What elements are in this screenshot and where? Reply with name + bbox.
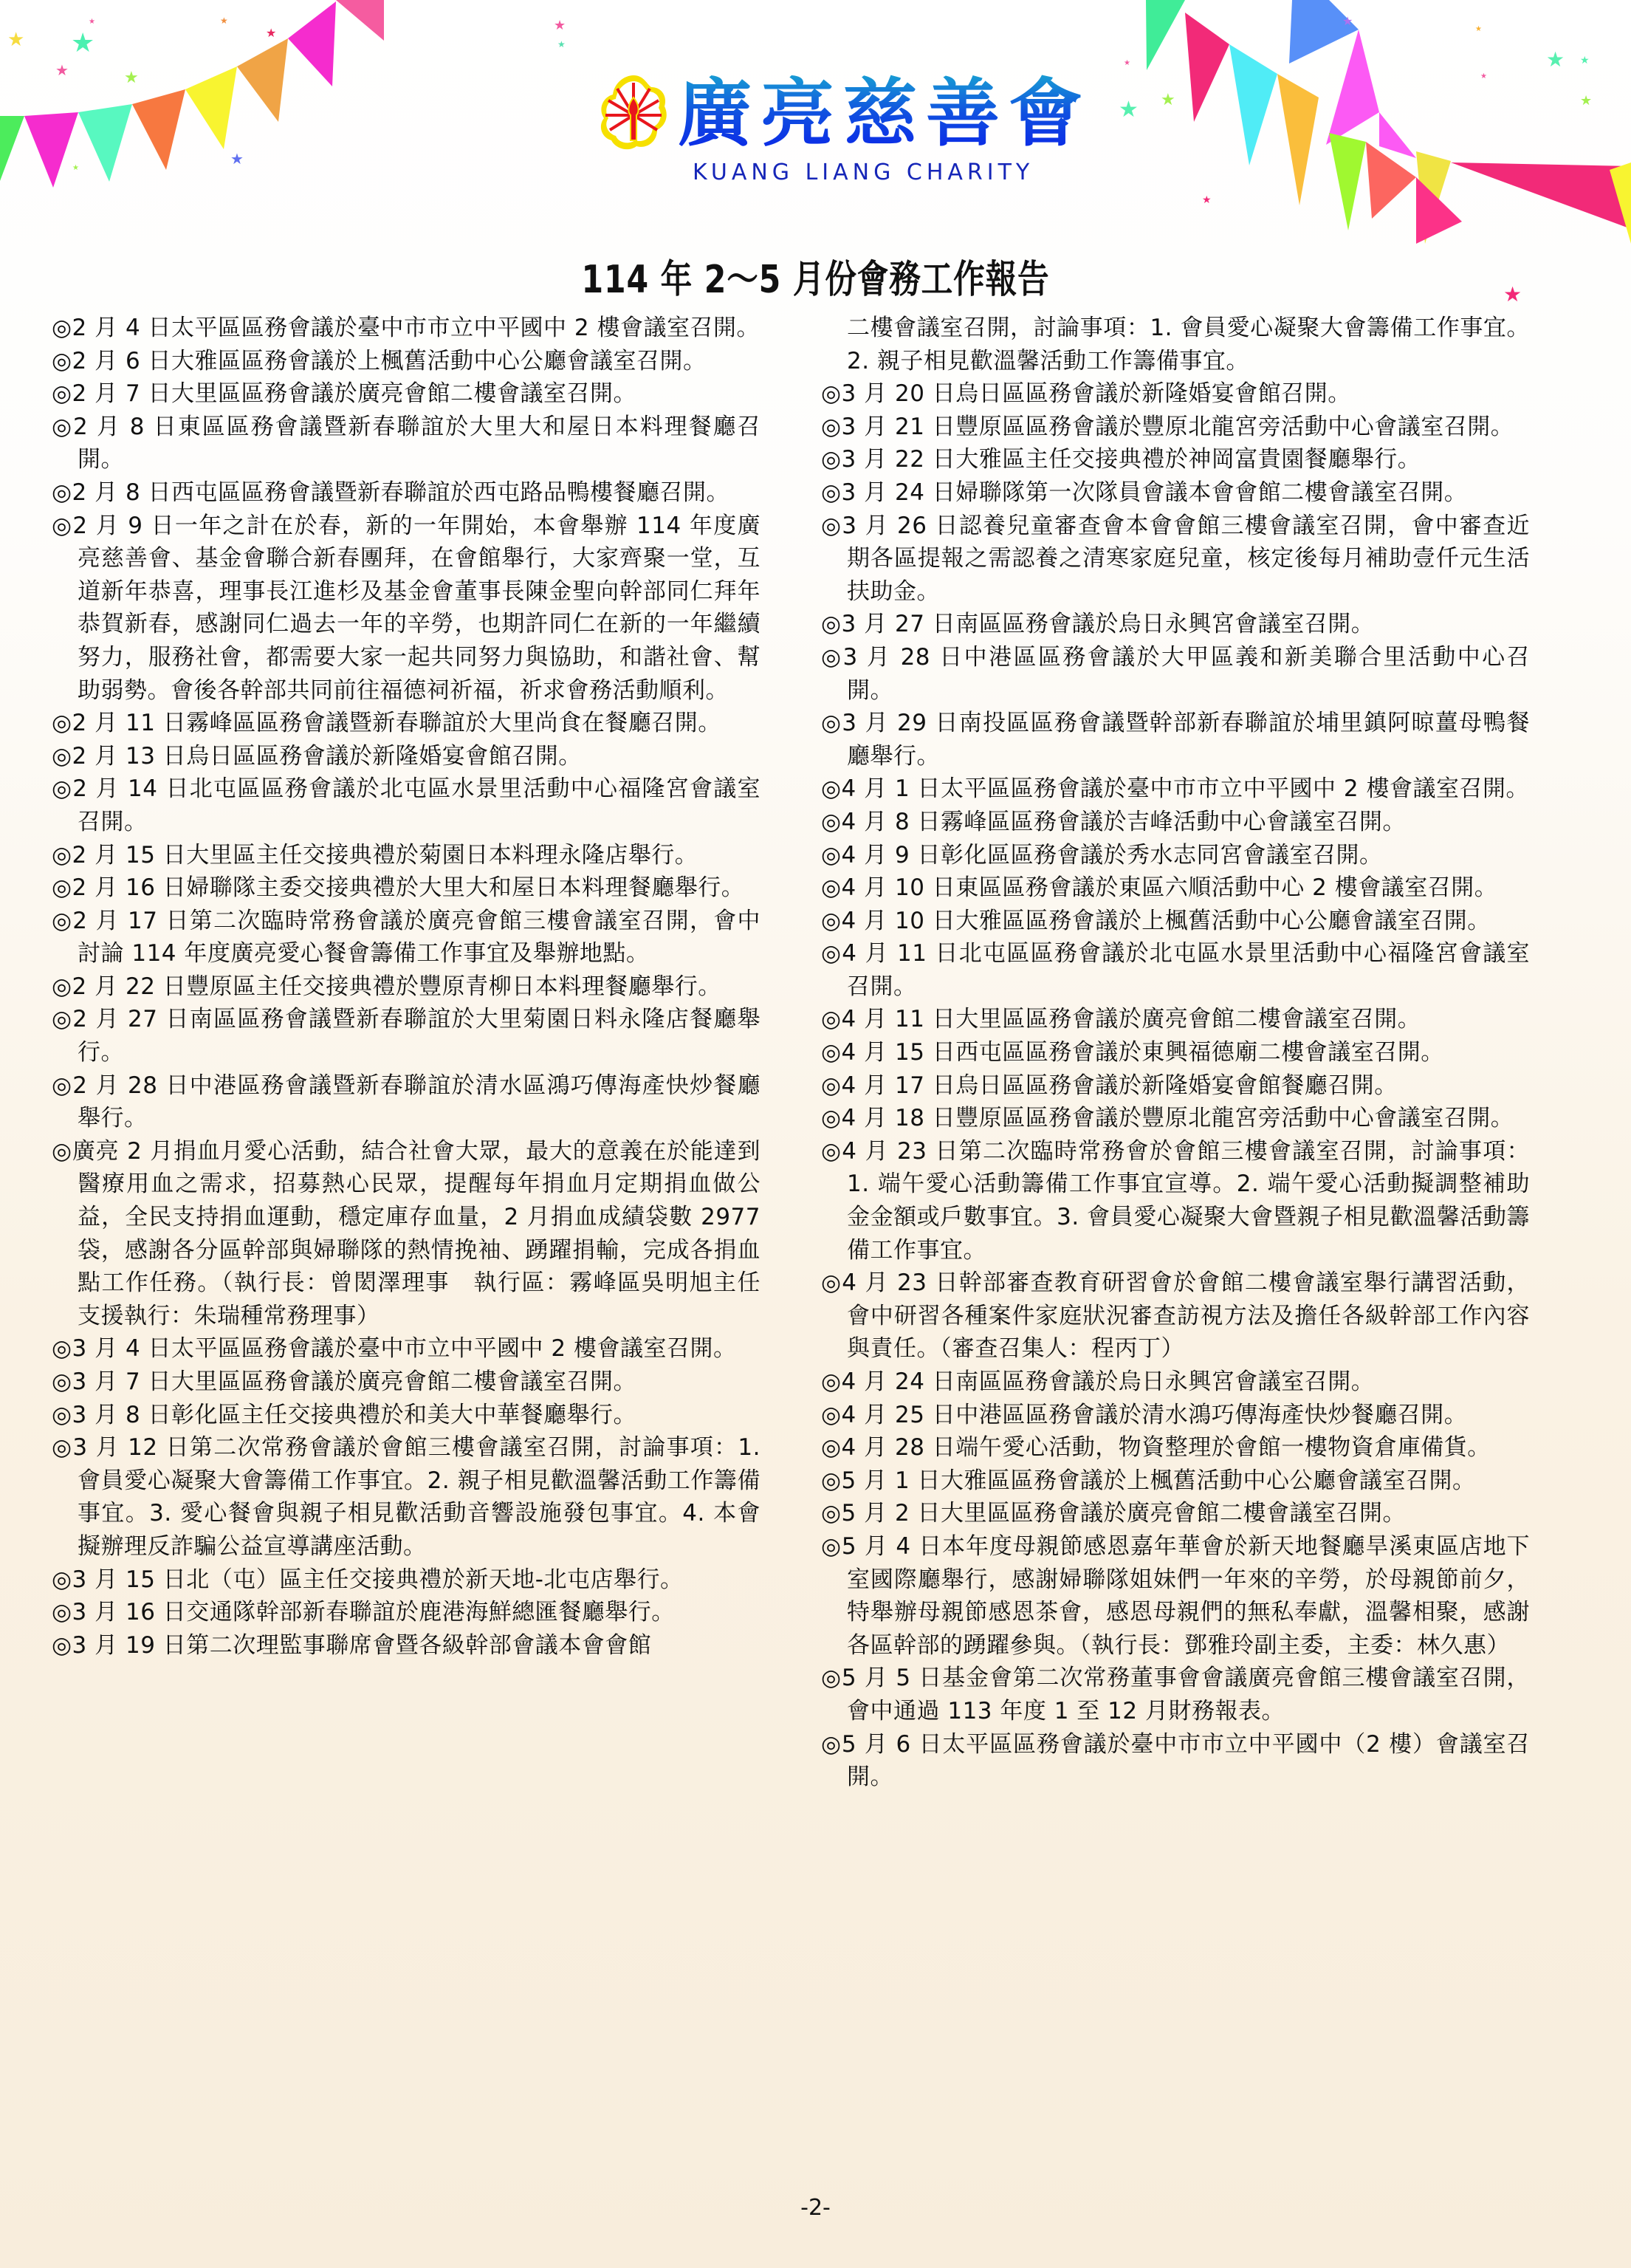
star-icon: ★ <box>55 61 69 79</box>
report-item: ◎2 月 13 日烏日區區務會議於新隆婚宴會館召開。 <box>52 742 582 770</box>
report-item: ◎3 月 28 日中港區區務會議於大甲區義和新美聯合里活動中心召開。 <box>821 643 1530 704</box>
star-icon: ★ <box>89 18 95 26</box>
report-item: ◎5 月 6 日太平區區務會議於臺中市市立中平國中（2 樓）會議室召開。 <box>821 1730 1530 1791</box>
star-icon: ★ <box>1119 97 1139 123</box>
report-item: ◎2 月 15 日大里區主任交接典禮於菊園日本料理永隆店舉行。 <box>52 841 698 869</box>
report-item: ◎4 月 10 日東區區務會議於東區六順活動中心 2 樓會議室召開。 <box>821 874 1498 902</box>
report-item: ◎2 月 27 日南區區務會議暨新春聯誼於大里菊園日料永隆店餐廳舉行。 <box>52 1006 760 1066</box>
report-item: ◎3 月 21 日豐原區區務會議於豐原北龍宮旁活動中心會議室召開。 <box>821 413 1514 440</box>
report-item: ◎4 月 9 日彰化區區務會議於秀水志同宮會議室召開。 <box>821 841 1383 869</box>
report-item: ◎廣亮 2 月捐血月愛心活動，結合社會大眾，最大的意義在於能達到醫療用血之需求，招募熱心民眾，提醒每年捐血月定期捐血做公益，全民支持捐血運動，穩定庫存血量，2 月捐血成績袋數 2977 袋，感謝各分區幹部與婦聯隊的熱情挽袖、踴躍捐輸，完成各捐血點工作任務。（執行長：曾閎澤理事 執行區：霧峰區吳明旭主任 支援執行：朱瑞種常務理事） <box>52 1137 784 1329</box>
report-column-right <box>821 312 1530 1794</box>
report-item: ◎4 月 23 日第二次臨時常務會於會館三樓會議室召開，討論事項：1. 端午愛心活動籌備工作事宜宣導。2. 端午愛心活動擬調整補助金金額或戶數事宜。3. 會員愛心凝聚大會暨親子相見歡溫馨活動籌備工作事宜。 <box>821 1137 1530 1264</box>
star-icon: ★ <box>1546 47 1565 72</box>
report-item: ◎4 月 25 日中港區區務會議於清水鴻巧傳海產快炒餐廳召開。 <box>821 1401 1468 1428</box>
report-item: ◎5 月 2 日大里區區務會議於廣亮會館二樓會議室召開。 <box>821 1500 1407 1527</box>
report-item: ◎4 月 1 日太平區區務會議於臺中市市立中平國中 2 樓會議室召開。 <box>821 775 1529 803</box>
report-item: ◎3 月 22 日大雅區主任交接典禮於神岡富貴園餐廳舉行。 <box>821 446 1421 473</box>
report-item-continuation: 二樓會議室召開，討論事項：1. 會員愛心凝聚大會籌備工作事宜。2. 親子相見歡溫馨活動工作籌備事宜。 <box>847 315 1530 374</box>
report-item: ◎3 月 7 日大里區區務會議於廣亮會館二樓會議室召開。 <box>52 1368 637 1395</box>
report-item: ◎3 月 26 日認養兒童審查會本會會館三樓會議室召開，會中審查近期各區提報之需認養之清寒家庭兒童，核定後每月補助壹仟元生活扶助金。 <box>821 512 1530 605</box>
logo-chinese-name: 廣亮慈善會 <box>678 65 1091 161</box>
organization-logo <box>598 65 1091 191</box>
star-icon: ★ <box>72 164 79 172</box>
report-item: ◎5 月 5 日基金會第二次常務董事會會議廣亮會館三樓會議室召開，會中通過 113 年度 1 至 12 月財務報表。 <box>821 1665 1530 1724</box>
report-item: ◎3 月 20 日烏日區區務會議於新隆婚宴會館召開。 <box>821 380 1351 408</box>
report-item: ◎4 月 11 日北屯區區務會議於北屯區水景里活動中心福隆宮會議室召開。 <box>821 940 1530 1000</box>
report-item: ◎3 月 8 日彰化區主任交接典禮於和美大中華餐廳舉行。 <box>52 1401 637 1428</box>
star-icon: ★ <box>1480 72 1487 80</box>
report-item: ◎5 月 1 日大雅區區務會議於上楓舊活動中心公廳會議室召開。 <box>821 1467 1476 1494</box>
report-item: ◎3 月 27 日南區區務會議於烏日永興宮會議室召開。 <box>821 611 1375 638</box>
report-item: ◎2 月 8 日西屯區區務會議暨新春聯誼於西屯路品鴨樓餐廳召開。 <box>52 479 730 506</box>
report-item: ◎4 月 28 日端午愛心活動，物資整理於會館一樓物資倉庫備貨。 <box>821 1434 1491 1462</box>
report-item: ◎3 月 12 日第二次常務會議於會館三樓會議室召開，討論事項：1. 會員愛心凝聚大會籌備工作事宜。2. 親子相見歡溫馨活動工作籌備事宜。3. 愛心餐會與親子相見歡活動音響設施發包事宜。4. 本會擬辦理反詐騙公益宣導講座活動。 <box>52 1434 760 1560</box>
report-item: ◎2 月 17 日第二次臨時常務會議於廣亮會館三樓會議室召開，會中討論 114 年度廣亮愛心餐會籌備工作事宜及舉辦地點。 <box>52 907 760 967</box>
star-icon: ★ <box>1475 25 1482 33</box>
report-item: ◎3 月 16 日交通隊幹部新春聯誼於鹿港海鮮總匯餐廳舉行。 <box>52 1599 675 1626</box>
page-title: 114 年 2～5 月份會務工作報告 <box>581 258 1050 302</box>
page-number: -2- <box>800 2195 831 2221</box>
report-item: ◎2 月 4 日太平區區務會議於臺中市市立中平國中 2 樓會議室召開。 <box>52 315 760 341</box>
report-item: ◎4 月 11 日大里區區務會議於廣亮會館二樓會議室召開。 <box>821 1006 1421 1033</box>
star-icon: ★ <box>220 16 228 26</box>
report-item: ◎4 月 15 日西屯區區務會議於東興福德廟二樓會議室召開。 <box>821 1039 1444 1066</box>
star-icon: ★ <box>1124 59 1130 67</box>
report-item: ◎4 月 18 日豐原區區務會議於豐原北龍宮旁活動中心會議室召開。 <box>821 1105 1514 1132</box>
star-icon: ★ <box>1202 194 1212 206</box>
report-item: ◎2 月 8 日東區區務會議暨新春聯誼於大里大和屋日本料理餐廳召開。 <box>52 413 760 473</box>
report-item: ◎2 月 11 日霧峰區區務會議暨新春聯誼於大里尚食在餐廳召開。 <box>52 710 721 737</box>
candle-emblem-icon <box>598 72 669 154</box>
star-icon: ★ <box>266 26 277 40</box>
star-icon: ★ <box>1161 91 1175 109</box>
star-icon: ★ <box>7 29 25 51</box>
report-item: ◎4 月 8 日霧峰區區務會議於吉峰活動中心會議室召開。 <box>821 808 1407 835</box>
report-item: ◎5 月 4 日本年度母親節感恩嘉年華會於新天地餐廳旱溪東區店地下室國際廳舉行，感謝婦聯隊姐妹們一年來的辛勞，於母親節前夕，特舉辦母親節感恩茶會，感恩母親們的無私奉獻，溫馨相聚，感謝各區幹部的踴躍參與。（執行長：鄧雅玲副主委，主委：林久惠） <box>821 1532 1530 1659</box>
report-item: ◎2 月 6 日大雅區區務會議於上楓舊活動中心公廳會議室召開。 <box>52 347 707 374</box>
report-item: ◎2 月 14 日北屯區區務會議於北屯區水景里活動中心福隆宮會議室召開。 <box>52 775 760 835</box>
star-icon: ★ <box>1503 282 1522 306</box>
star-icon: ★ <box>554 18 566 33</box>
report-item: ◎3 月 24 日婦聯隊第一次隊員會議本會會館二樓會議室召開。 <box>821 479 1468 506</box>
star-icon: ★ <box>230 150 244 168</box>
star-icon: ★ <box>1580 55 1590 66</box>
report-item: ◎4 月 17 日烏日區區務會議於新隆婚宴會館餐廳召開。 <box>821 1072 1398 1099</box>
report-item: ◎4 月 24 日南區區務會議於烏日永興宮會議室召開。 <box>821 1368 1375 1395</box>
report-item: ◎3 月 15 日北（屯）區主任交接典禮於新天地-北屯店舉行。 <box>52 1566 684 1593</box>
report-item: ◎2 月 28 日中港區務會議暨新春聯誼於清水區鴻巧傳海產快炒餐廳舉行。 <box>52 1072 760 1132</box>
star-icon: ★ <box>71 28 95 58</box>
star-icon: ★ <box>557 39 566 49</box>
report-item: ◎2 月 7 日大里區區務會議於廣亮會館二樓會議室召開。 <box>52 380 637 408</box>
star-icon: ★ <box>1342 14 1353 28</box>
report-column-left <box>52 312 784 1662</box>
report-item: ◎4 月 23 日幹部審查教育研習會於會館二樓會議室舉行講習活動，會中研習各種案件家庭狀況審查訪視方法及擔任各級幹部工作內容與責任。（審查召集人：程丙丁） <box>821 1270 1530 1363</box>
star-icon: ★ <box>1580 93 1593 109</box>
logo-english-name: KUANG LIANG CHARITY <box>693 160 1034 185</box>
report-item: ◎3 月 29 日南投區區務會議暨幹部新春聯誼於埔里鎮阿晾薑母鴨餐廳舉行。 <box>821 710 1530 770</box>
report-item: ◎3 月 19 日第二次理監事聯席會暨各級幹部會議本會會館 <box>52 1631 652 1659</box>
report-item: ◎4 月 10 日大雅區區務會議於上楓舊活動中心公廳會議室召開。 <box>821 907 1491 934</box>
report-item: ◎2 月 16 日婦聯隊主委交接典禮於大里大和屋日本料理餐廳舉行。 <box>52 874 745 902</box>
report-item: ◎2 月 22 日豐原區主任交接典禮於豐原青柳日本料理餐廳舉行。 <box>52 973 721 1000</box>
star-icon: ★ <box>124 69 139 87</box>
report-item: ◎3 月 4 日太平區區務會議於臺中市立中平國中 2 樓會議室召開。 <box>52 1335 737 1363</box>
report-item: ◎2 月 9 日一年之計在於春，新的一年開始，本會舉辦 114 年度廣亮慈善會、基金會聯合新春團拜，在會館舉行，大家齊聚一堂，互道新年恭喜，理事長江進杉及基金會董事長陳金聖向幹部同仁拜年恭賀新春，感謝同仁過去一年的辛勞，也期許同仁在新的一年繼續努力，服務社會，都需要大家一起共同努力與協助，和諧社會、幫助弱勢。會後各幹部共同前往福德祠祈福，祈求會務活動順利。 <box>52 512 760 704</box>
